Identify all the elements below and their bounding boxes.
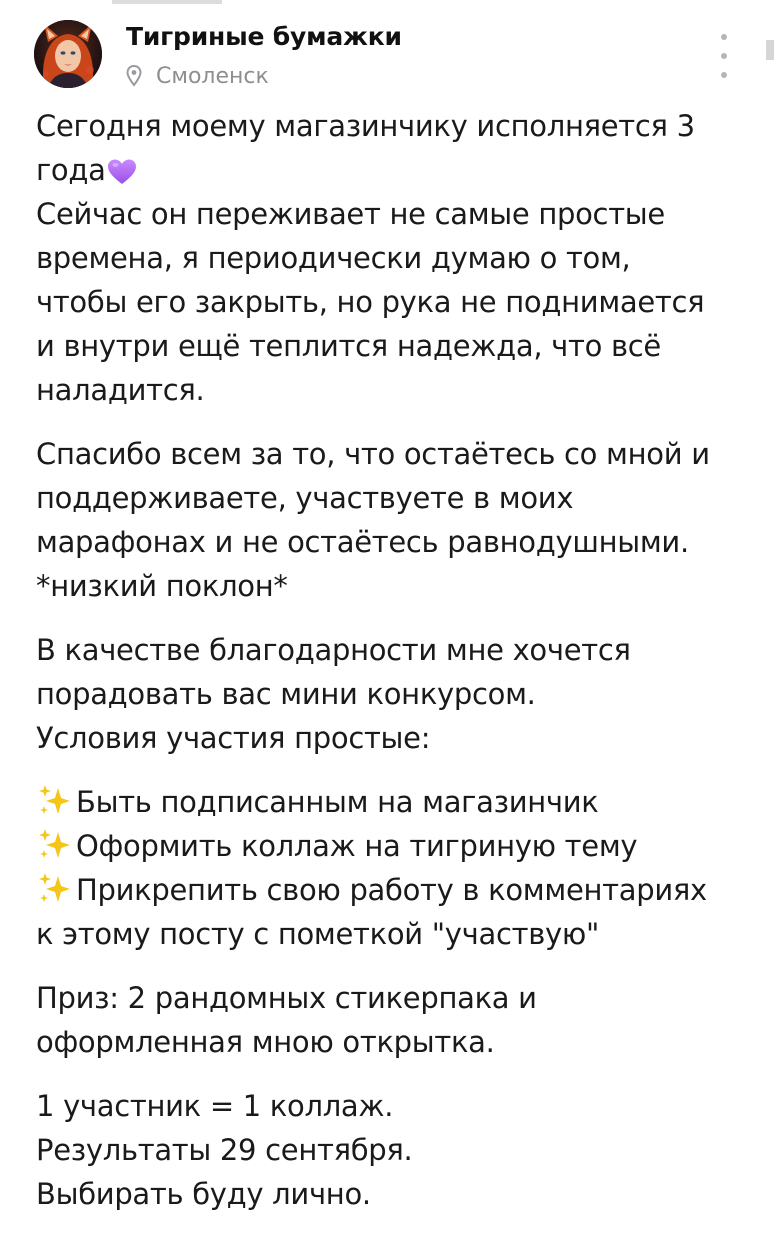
- text-line: Условия участия простые:: [36, 721, 431, 755]
- top-edge-strip: [112, 0, 222, 4]
- avatar-image: [34, 20, 102, 88]
- text-line: порадовать вас мини конкурсом.: [36, 677, 536, 711]
- text-line: Результаты 29 сентября.: [36, 1133, 413, 1167]
- text-line: времена, я периодически думаю о том,: [36, 241, 631, 275]
- post-text: [36, 104, 748, 1236]
- paragraph-thanks: [36, 432, 748, 608]
- text-line: В качестве благодарности мне хочется: [36, 633, 631, 667]
- sparkles-emoji: [36, 828, 72, 862]
- author-name[interactable]: Тигриные бумажки: [126, 22, 402, 51]
- paragraph-prize: [36, 976, 748, 1064]
- condition-text: Быть подписанным на магазинчик: [76, 785, 599, 819]
- paragraph-anniversary: [36, 104, 748, 412]
- more-dot: [721, 34, 727, 40]
- condition-item: [36, 868, 748, 912]
- text-line: 1 участник = 1 коллаж.: [36, 1089, 394, 1123]
- contest-conditions-list: [36, 780, 748, 956]
- text-line: чтобы его закрыть, но рука не поднимается: [36, 285, 705, 319]
- more-vertical-icon[interactable]: [712, 34, 736, 78]
- text-line: Выбирать буду лично.: [36, 1177, 371, 1211]
- condition-item: [36, 824, 748, 868]
- post-header: [34, 18, 744, 98]
- more-dot: [721, 53, 727, 59]
- text-line: марафонах и не остаётесь равнодушными.: [36, 525, 689, 559]
- text-line: Сегодня моему магазинчику исполняется 3: [36, 109, 695, 143]
- condition-text: Прикрепить свою работу в комментариях: [76, 873, 707, 907]
- text-line: поддерживаете, участвуете в моих: [36, 481, 574, 515]
- condition-item: [36, 780, 748, 824]
- text-line: Сейчас он переживает не самые простые: [36, 197, 665, 231]
- sparkles-emoji: [36, 784, 72, 818]
- text-line-with-emoji: [36, 148, 748, 192]
- text-line: Приз: 2 рандомных стикерпака и: [36, 981, 537, 1015]
- text-line: и внутри ещё теплится надежда, что всё: [36, 329, 661, 363]
- purple-heart-emoji: [107, 154, 137, 182]
- condition-text: Оформить коллаж на тигриную тему: [76, 829, 638, 863]
- right-edge-scroll-indicator: [766, 40, 774, 60]
- more-dot: [721, 72, 727, 78]
- text-line: Спасибо всем за то, что остаётесь со мной и: [36, 437, 710, 471]
- text-line: наладится.: [36, 373, 205, 407]
- location: [126, 62, 269, 90]
- paragraph-rules: [36, 1084, 748, 1216]
- paragraph-contest-intro: [36, 628, 748, 760]
- location-pin-icon: [126, 65, 142, 87]
- text-line: оформленная мною открытка.: [36, 1025, 495, 1059]
- sparkles-emoji: [36, 872, 72, 906]
- text-fragment: года: [36, 153, 106, 187]
- text-line: *низкий поклон*: [36, 569, 288, 603]
- avatar[interactable]: [34, 20, 102, 88]
- location-text: Смоленск: [156, 63, 269, 89]
- text-line: к этому посту с пометкой "участвую": [36, 917, 600, 951]
